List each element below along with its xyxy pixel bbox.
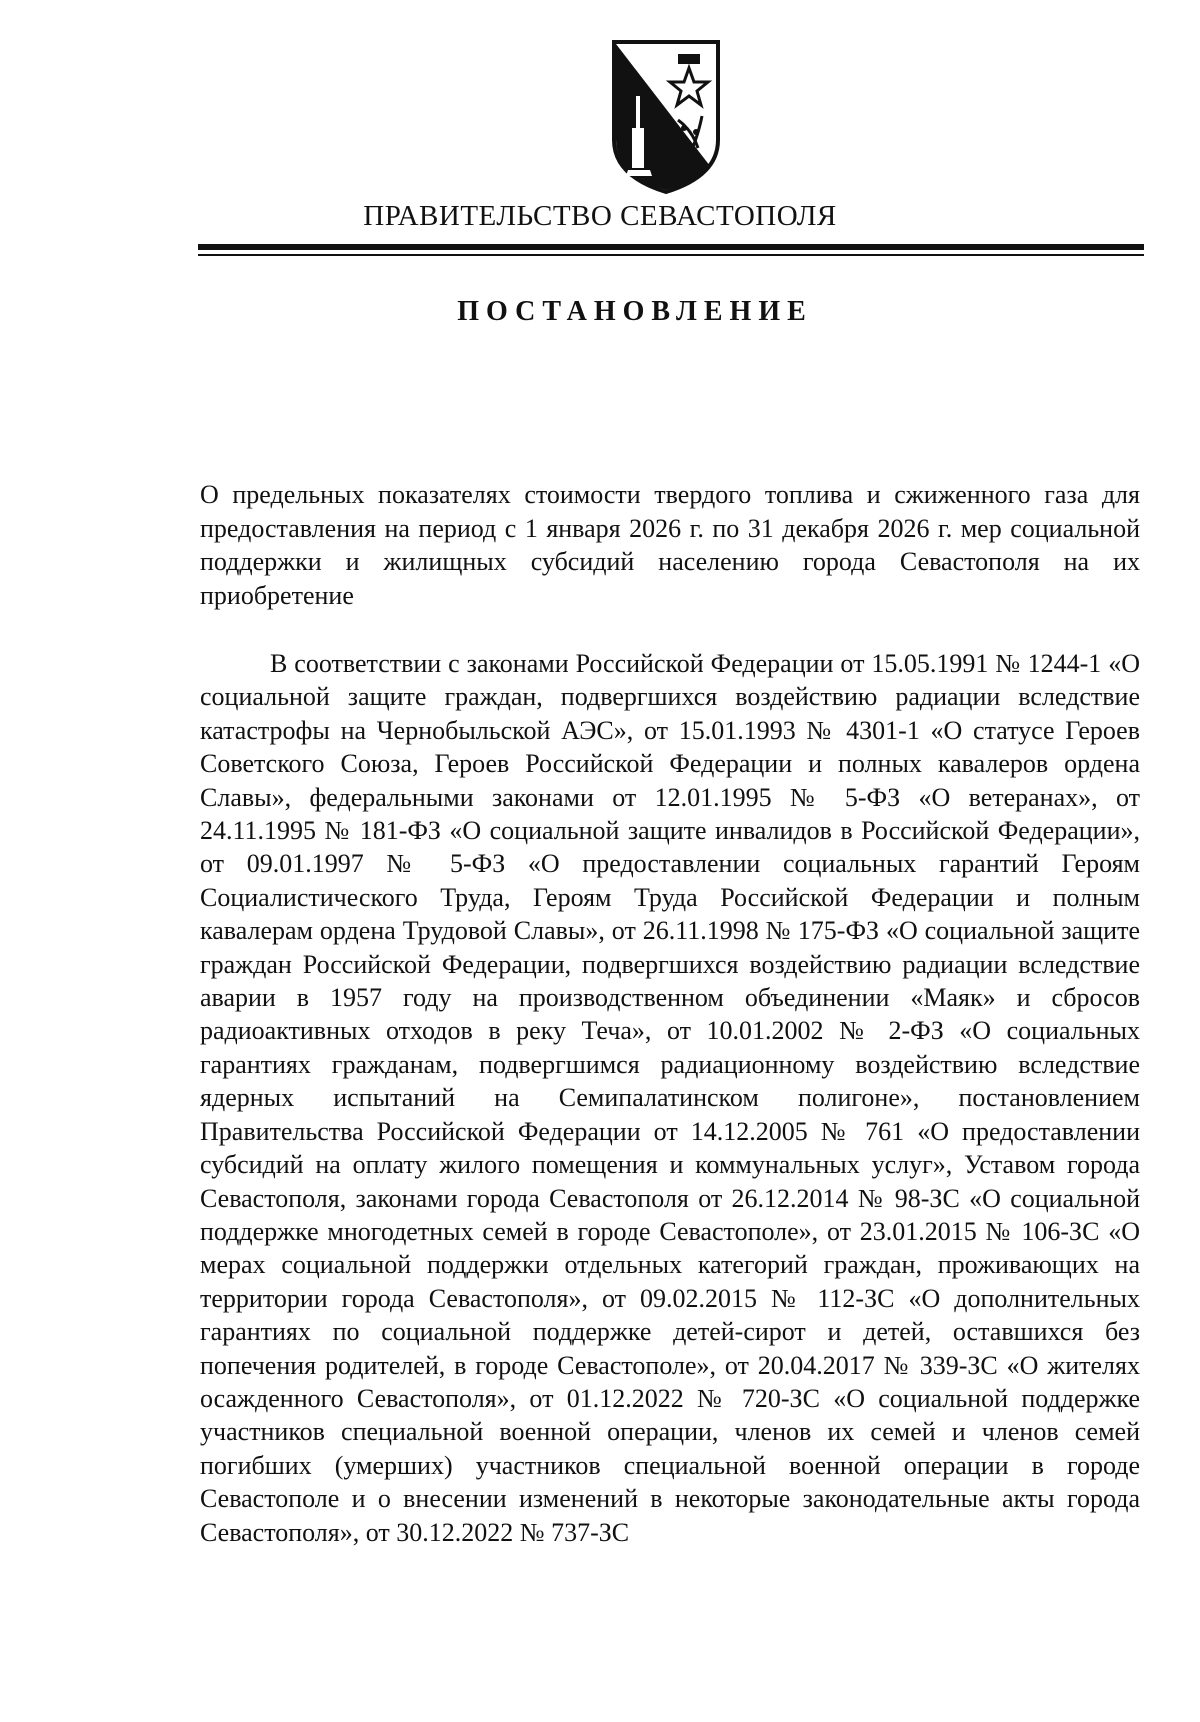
header-divider-thin — [198, 254, 1144, 256]
document-type-heading: ПОСТАНОВЛЕНИЕ — [457, 296, 813, 327]
document-body-paragraph: В соответствии с законами Российской Федерации от 15.05.1991 № 1244-1 «О социальной защите граждан, подвергшихся воздействию радиации вследствие катастрофы на Чернобыльской АЭС», от 15.01.1993 № 4301-1 «О статусе Героев Советского Союза, Героев Российской Федерации и полных кавалеров ордена Славы», федеральными законами от 12.01.1995 № 5-ФЗ «О ветеранах», от 24.11.1995 № 181-ФЗ «О социальной защите инвалидов в Российской Федерации», от 09.01.1997 № 5-ФЗ «О предоставлении социальных гарантий Героям Социалистического Труда, Героям Труда Российской Федерации и полным кавалерам ордена Трудовой Славы», от 26.11.1998 № 175-ФЗ «О социальной защите граждан Российской Федерации, подвергшихся воздействию радиации вследствие аварии в 1957 году на производственном объединении «Маяк» и сбросов радиоактивных отходов в реку Теча», от 10.01.2002 № 2-ФЗ «О социальных гарантиях гражданам, подвергшимся радиационному воздействию вследствие ядерных испытаний на Семипалатинском полигоне», постановлением Правительства Российской Федерации от 14.12.2005 № 761 «О предоставлении субсидий на оплату жилого помещения и коммунальных услуг», Уставом города Севастополя, законами города Севастополя от 26.12.2014 № 98-ЗС «О социальной поддержке многодетных семей в городе Севастополе», от 23.01.2015 № 106-ЗС «О мерах социальной поддержки отдельных категорий граждан, проживающих на территории города Севастополя», от 09.02.2015 № 112-ЗС «О дополнительных гарантиях по социальной поддержке детей-сирот и детей, оставшихся без попечения родителей, в городе Севастополе», от 20.04.2017 № 339-ЗС «О жителях осажденного Севастополя», от 01.12.2022 № 720-ЗС «О социальной поддержке участников специальной военной операции, членов их семей и членов семей погибших (умерших) участников специальной военной операции в городе Севастополе и о внесении изменений в некоторые законодательные акты города Севастополя», от 30.12.2022 № 737-ЗС — [200, 649, 1140, 1547]
header-divider-thick — [198, 244, 1144, 250]
organization-name: ПРАВИТЕЛЬСТВО СЕВАСТОПОЛЯ — [363, 200, 837, 232]
sevastopol-coat-of-arms-icon — [606, 36, 726, 196]
document-title: О предельных показателях стоимости твердого топлива и сжиженного газа для предоставления на период с 1 января 2026 г. по 31 декабря 2026 г. мер социальной поддержки и жилищных субсидий населению города Севастополя на их приобретение — [200, 480, 1140, 610]
